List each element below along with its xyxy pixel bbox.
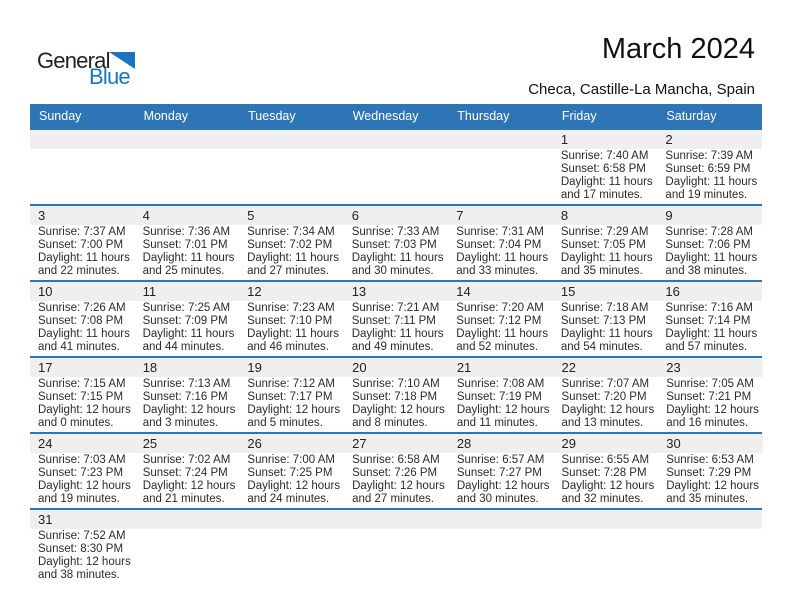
day-details	[30, 453, 135, 508]
daylight-text-line1: Daylight: 11 hours	[351, 252, 444, 264]
day-details	[344, 225, 449, 280]
day-details	[344, 301, 449, 356]
sunrise-text: Sunrise: 7:25 AM	[142, 302, 231, 314]
sunset-text: Sunset: 7:25 PM	[247, 467, 333, 479]
daylight-text-line2: and 38 minutes.	[665, 265, 748, 277]
day-details	[657, 225, 762, 280]
calendar-day-cell	[239, 282, 344, 356]
weekday-header-saturday: Saturday	[666, 109, 717, 123]
daylight-text-line2: and 44 minutes.	[142, 341, 225, 353]
sunrise-text: Sunrise: 7:23 AM	[247, 302, 335, 314]
sunrise-text: Sunrise: 7:00 AM	[247, 454, 335, 466]
calendar-day-cell	[30, 206, 135, 280]
day-number: 1	[553, 130, 658, 149]
day-details	[239, 301, 344, 356]
calendar-day-cell	[30, 434, 135, 508]
daylight-text-line2: and 30 minutes.	[456, 493, 539, 505]
day-number	[239, 130, 344, 149]
daylight-text-line1: Daylight: 11 hours	[560, 328, 653, 340]
daylight-text-line2: and 46 minutes.	[247, 341, 329, 353]
calendar-day-cell	[344, 434, 449, 508]
empty-day-cell	[239, 130, 344, 204]
daylight-text-line2: and 21 minutes.	[142, 493, 225, 505]
daylight-text-line2: and 13 minutes.	[561, 417, 644, 429]
day-details	[448, 301, 553, 356]
calendar-day-cell	[554, 434, 659, 508]
day-number: 15	[553, 282, 658, 301]
day-details	[135, 149, 240, 201]
sunset-text: Sunset: 7:11 PM	[351, 315, 436, 327]
day-details	[344, 377, 449, 432]
day-details	[135, 301, 240, 356]
sunrise-text: Sunrise: 6:58 AM	[352, 454, 440, 466]
sunset-text: Sunset: 7:18 PM	[352, 391, 438, 403]
day-number: 31	[30, 510, 135, 529]
day-number: 10	[30, 282, 135, 301]
daylight-text-line1: Daylight: 11 hours	[665, 328, 758, 340]
sunset-text: Sunset: 7:02 PM	[247, 239, 333, 251]
day-number: 26	[239, 434, 344, 453]
sunset-text: Sunset: 7:10 PM	[247, 315, 333, 327]
daylight-text-line2: and 52 minutes.	[456, 341, 539, 353]
daylight-text-line1: Daylight: 11 hours	[665, 252, 758, 264]
calendar-day-cell	[658, 358, 763, 432]
sunrise-text: Sunrise: 7:37 AM	[38, 226, 126, 238]
calendar-grid	[30, 128, 762, 584]
daylight-text-line1: Daylight: 11 hours	[560, 252, 653, 264]
daylight-text-line2: and 11 minutes.	[456, 417, 538, 429]
empty-day-cell	[135, 130, 240, 204]
sunset-text: Sunset: 7:09 PM	[142, 315, 228, 327]
daylight-text-line1: Daylight: 12 hours	[561, 480, 655, 492]
daylight-text-line2: and 19 minutes.	[665, 189, 748, 201]
daylight-text-line1: Daylight: 11 hours	[142, 328, 235, 340]
sunrise-text: Sunrise: 7:52 AM	[38, 530, 126, 542]
calendar-day-cell	[135, 434, 240, 508]
calendar-day-cell	[657, 206, 762, 280]
day-details	[658, 377, 763, 432]
day-details	[554, 377, 659, 432]
empty-day-cell	[30, 130, 135, 204]
sunrise-text: Sunrise: 6:55 AM	[561, 454, 650, 466]
daylight-text-line1: Daylight: 12 hours	[456, 404, 550, 416]
day-number: 27	[344, 434, 449, 453]
calendar-day-cell	[553, 282, 658, 356]
daylight-text-line2: and 8 minutes.	[352, 417, 428, 429]
sunset-text: Sunset: 7:03 PM	[351, 239, 437, 251]
daylight-text-line1: Daylight: 12 hours	[38, 404, 131, 416]
daylight-text-line2: and 27 minutes.	[352, 493, 434, 505]
week-row	[30, 128, 762, 206]
daylight-text-line1: Daylight: 12 hours	[247, 404, 341, 416]
sunset-text: Sunset: 7:21 PM	[666, 391, 752, 403]
day-number: 13	[344, 282, 449, 301]
calendar-day-cell	[344, 358, 449, 432]
calendar-day-cell	[657, 282, 762, 356]
daylight-text-line2: and 17 minutes.	[560, 189, 643, 201]
day-details	[135, 453, 240, 508]
sunset-text: Sunset: 7:13 PM	[560, 315, 646, 327]
daylight-text-line1: Daylight: 11 hours	[247, 252, 339, 264]
day-details	[657, 301, 762, 356]
calendar-day-cell	[448, 282, 553, 356]
daylight-text-line1: Daylight: 12 hours	[561, 404, 655, 416]
day-number	[344, 510, 449, 529]
day-number	[553, 510, 658, 529]
calendar-day-cell	[344, 282, 449, 356]
day-number: 17	[30, 358, 135, 377]
day-details	[135, 377, 240, 432]
daylight-text-line1: Daylight: 12 hours	[247, 480, 341, 492]
sunrise-text: Sunrise: 7:13 AM	[142, 378, 231, 390]
day-number: 9	[657, 206, 762, 225]
day-number: 14	[448, 282, 553, 301]
day-number: 7	[448, 206, 553, 225]
sunrise-text: Sunrise: 7:12 AM	[247, 378, 335, 390]
daylight-text-line1: Daylight: 12 hours	[352, 404, 445, 416]
day-details	[239, 149, 344, 201]
calendar-day-cell	[449, 358, 554, 432]
day-details	[30, 377, 135, 432]
sunset-text: Sunset: 8:30 PM	[38, 543, 124, 555]
daylight-text-line2: and 57 minutes.	[665, 341, 748, 353]
sunrise-text: Sunrise: 7:33 AM	[351, 226, 440, 238]
logo-text-general: General	[37, 48, 110, 73]
logo	[37, 48, 135, 89]
weekday-header-wednesday: Wednesday	[352, 109, 419, 123]
weekday-header-row	[30, 104, 762, 128]
day-details	[30, 301, 135, 356]
week-row	[30, 434, 762, 510]
sunset-text: Sunset: 7:19 PM	[456, 391, 542, 403]
daylight-text-line2: and 19 minutes.	[38, 493, 120, 505]
empty-day-cell	[135, 510, 240, 584]
day-details	[448, 529, 553, 581]
day-details	[135, 529, 240, 581]
sunset-text: Sunset: 7:05 PM	[560, 239, 646, 251]
calendar-day-cell	[30, 358, 135, 432]
sunset-text: Sunset: 7:06 PM	[665, 239, 751, 251]
day-number: 29	[554, 434, 659, 453]
day-details	[239, 225, 344, 280]
weekday-header-tuesday: Tuesday	[248, 109, 296, 123]
calendar-day-cell	[135, 206, 240, 280]
day-number: 24	[30, 434, 135, 453]
sunrise-text: Sunrise: 7:18 AM	[560, 302, 649, 314]
daylight-text-line1: Daylight: 11 hours	[247, 328, 339, 340]
day-number: 20	[344, 358, 449, 377]
day-details	[30, 149, 135, 201]
daylight-text-line1: Daylight: 11 hours	[142, 252, 235, 264]
sunset-text: Sunset: 7:28 PM	[561, 467, 647, 479]
empty-day-cell	[657, 510, 762, 584]
day-number: 25	[135, 434, 240, 453]
calendar-day-cell	[30, 282, 135, 356]
sunset-text: Sunset: 7:17 PM	[247, 391, 333, 403]
daylight-text-line1: Daylight: 11 hours	[456, 252, 549, 264]
day-number: 6	[344, 206, 449, 225]
daylight-text-line1: Daylight: 12 hours	[38, 556, 131, 568]
day-number	[448, 510, 553, 529]
daylight-text-line2: and 35 minutes.	[560, 265, 643, 277]
day-details	[449, 453, 554, 508]
sunrise-text: Sunrise: 6:57 AM	[456, 454, 545, 466]
daylight-text-line2: and 5 minutes.	[247, 417, 323, 429]
calendar-day-cell	[448, 206, 553, 280]
sunrise-text: Sunrise: 7:02 AM	[142, 454, 231, 466]
daylight-text-line2: and 49 minutes.	[351, 341, 434, 353]
empty-day-cell	[344, 130, 449, 204]
sunset-text: Sunset: 7:01 PM	[142, 239, 228, 251]
sunrise-text: Sunrise: 7:21 AM	[351, 302, 440, 314]
daylight-text-line1: Daylight: 11 hours	[38, 252, 130, 264]
day-number: 3	[30, 206, 135, 225]
day-number	[239, 510, 344, 529]
day-details	[554, 453, 659, 508]
day-number: 2	[657, 130, 762, 149]
day-number	[30, 130, 135, 149]
day-details	[344, 149, 449, 201]
day-number	[448, 130, 553, 149]
daylight-text-line1: Daylight: 12 hours	[666, 480, 759, 492]
day-number: 23	[658, 358, 763, 377]
sunrise-text: Sunrise: 7:39 AM	[665, 150, 753, 162]
sunset-text: Sunset: 7:12 PM	[456, 315, 542, 327]
sunset-text: Sunset: 7:14 PM	[665, 315, 751, 327]
day-details	[553, 149, 658, 204]
sunset-text: Sunset: 6:58 PM	[560, 163, 646, 175]
sunset-text: Sunset: 7:24 PM	[142, 467, 228, 479]
day-details	[239, 453, 344, 508]
sunrise-text: Sunrise: 7:26 AM	[38, 302, 126, 314]
calendar-day-cell	[553, 206, 658, 280]
empty-day-cell	[553, 510, 658, 584]
sunrise-text: Sunrise: 7:10 AM	[352, 378, 440, 390]
daylight-text-line1: Daylight: 12 hours	[142, 404, 236, 416]
day-number: 16	[657, 282, 762, 301]
weekday-header-monday: Monday	[143, 109, 189, 123]
daylight-text-line2: and 16 minutes.	[666, 417, 749, 429]
daylight-text-line2: and 24 minutes.	[247, 493, 330, 505]
daylight-text-line2: and 0 minutes.	[38, 417, 114, 429]
empty-day-cell	[239, 510, 344, 584]
day-details	[657, 149, 762, 204]
day-number	[135, 510, 240, 529]
calendar-day-cell	[239, 434, 344, 508]
day-details	[239, 529, 344, 581]
sunrise-text: Sunrise: 7:29 AM	[560, 226, 649, 238]
day-number: 12	[239, 282, 344, 301]
day-details	[657, 529, 762, 581]
day-number	[657, 510, 762, 529]
daylight-text-line2: and 3 minutes.	[142, 417, 219, 429]
day-details	[30, 529, 135, 584]
day-number: 19	[239, 358, 344, 377]
sunset-text: Sunset: 7:08 PM	[38, 315, 124, 327]
calendar-day-cell	[344, 206, 449, 280]
daylight-text-line2: and 25 minutes.	[142, 265, 225, 277]
sunrise-text: Sunrise: 7:16 AM	[665, 302, 753, 314]
day-number: 21	[449, 358, 554, 377]
calendar-day-cell	[135, 358, 240, 432]
daylight-text-line1: Daylight: 11 hours	[665, 176, 758, 188]
daylight-text-line1: Daylight: 12 hours	[142, 480, 236, 492]
calendar-day-cell	[135, 282, 240, 356]
daylight-text-line2: and 32 minutes.	[561, 493, 644, 505]
sunrise-text: Sunrise: 7:34 AM	[247, 226, 335, 238]
daylight-text-line2: and 33 minutes.	[456, 265, 539, 277]
daylight-text-line2: and 35 minutes.	[666, 493, 749, 505]
day-details	[553, 301, 658, 356]
day-number: 18	[135, 358, 240, 377]
location-subtitle: Checa, Castille-La Mancha, Spain	[528, 81, 755, 98]
day-number: 22	[554, 358, 659, 377]
daylight-text-line1: Daylight: 11 hours	[38, 328, 130, 340]
weekday-header-sunday: Sunday	[39, 109, 82, 123]
daylight-text-line2: and 41 minutes.	[38, 341, 120, 353]
daylight-text-line2: and 30 minutes.	[351, 265, 434, 277]
daylight-text-line2: and 54 minutes.	[560, 341, 643, 353]
day-details	[658, 453, 763, 508]
sunrise-text: Sunrise: 7:28 AM	[665, 226, 753, 238]
day-number: 11	[135, 282, 240, 301]
day-details	[135, 225, 240, 280]
calendar-day-cell	[658, 434, 763, 508]
sunrise-text: Sunrise: 7:07 AM	[561, 378, 650, 390]
day-details	[30, 225, 135, 280]
day-number: 28	[449, 434, 554, 453]
sunrise-text: Sunrise: 7:05 AM	[666, 378, 754, 390]
day-details	[553, 529, 658, 581]
day-number	[135, 130, 240, 149]
calendar-day-cell	[657, 130, 762, 204]
calendar-day-cell	[554, 358, 659, 432]
sunset-text: Sunset: 7:15 PM	[38, 391, 124, 403]
daylight-text-line1: Daylight: 12 hours	[456, 480, 550, 492]
empty-day-cell	[448, 510, 553, 584]
empty-day-cell	[344, 510, 449, 584]
calendar-day-cell	[239, 358, 344, 432]
sunset-text: Sunset: 7:20 PM	[561, 391, 647, 403]
day-number: 30	[658, 434, 763, 453]
empty-day-cell	[448, 130, 553, 204]
calendar-day-cell	[553, 130, 658, 204]
day-details	[344, 453, 449, 508]
daylight-text-line1: Daylight: 12 hours	[666, 404, 759, 416]
day-number	[344, 130, 449, 149]
sunrise-text: Sunrise: 7:36 AM	[142, 226, 231, 238]
daylight-text-line1: Daylight: 12 hours	[38, 480, 131, 492]
sunrise-text: Sunrise: 7:20 AM	[456, 302, 544, 314]
daylight-text-line1: Daylight: 12 hours	[352, 480, 445, 492]
week-row	[30, 510, 762, 584]
weekday-header-friday: Friday	[561, 109, 597, 123]
day-number: 5	[239, 206, 344, 225]
sunrise-text: Sunrise: 7:40 AM	[560, 150, 649, 162]
calendar-day-cell	[239, 206, 344, 280]
sunset-text: Sunset: 7:27 PM	[456, 467, 542, 479]
daylight-text-line1: Daylight: 11 hours	[560, 176, 653, 188]
sunset-text: Sunset: 7:16 PM	[142, 391, 228, 403]
sunrise-text: Sunrise: 7:31 AM	[456, 226, 544, 238]
calendar-day-cell	[449, 434, 554, 508]
sunset-text: Sunset: 7:23 PM	[38, 467, 124, 479]
calendar-day-cell	[30, 510, 135, 584]
week-row	[30, 206, 762, 282]
day-details	[344, 529, 449, 581]
sunset-text: Sunset: 7:04 PM	[456, 239, 542, 251]
day-number: 8	[553, 206, 658, 225]
week-row	[30, 358, 762, 434]
daylight-text-line1: Daylight: 11 hours	[456, 328, 549, 340]
day-number: 4	[135, 206, 240, 225]
sunrise-text: Sunrise: 7:08 AM	[456, 378, 545, 390]
sunset-text: Sunset: 7:29 PM	[666, 467, 752, 479]
day-details	[448, 225, 553, 280]
day-details	[448, 149, 553, 201]
day-details	[449, 377, 554, 432]
daylight-text-line2: and 22 minutes.	[38, 265, 120, 277]
sunrise-text: Sunrise: 7:15 AM	[38, 378, 126, 390]
sunrise-text: Sunrise: 6:53 AM	[666, 454, 754, 466]
day-details	[239, 377, 344, 432]
sunset-text: Sunset: 6:59 PM	[665, 163, 751, 175]
daylight-text-line1: Daylight: 11 hours	[351, 328, 444, 340]
sunset-text: Sunset: 7:26 PM	[352, 467, 438, 479]
week-row	[30, 282, 762, 358]
day-details	[553, 225, 658, 280]
logo-text-blue: Blue	[89, 64, 130, 89]
calendar-table	[30, 104, 762, 584]
sunset-text: Sunset: 7:00 PM	[38, 239, 124, 251]
page-title: March 2024	[601, 33, 755, 65]
weekday-header-thursday: Thursday	[457, 109, 510, 123]
sunrise-text: Sunrise: 7:03 AM	[38, 454, 126, 466]
daylight-text-line2: and 27 minutes.	[247, 265, 329, 277]
daylight-text-line2: and 38 minutes.	[38, 569, 120, 581]
